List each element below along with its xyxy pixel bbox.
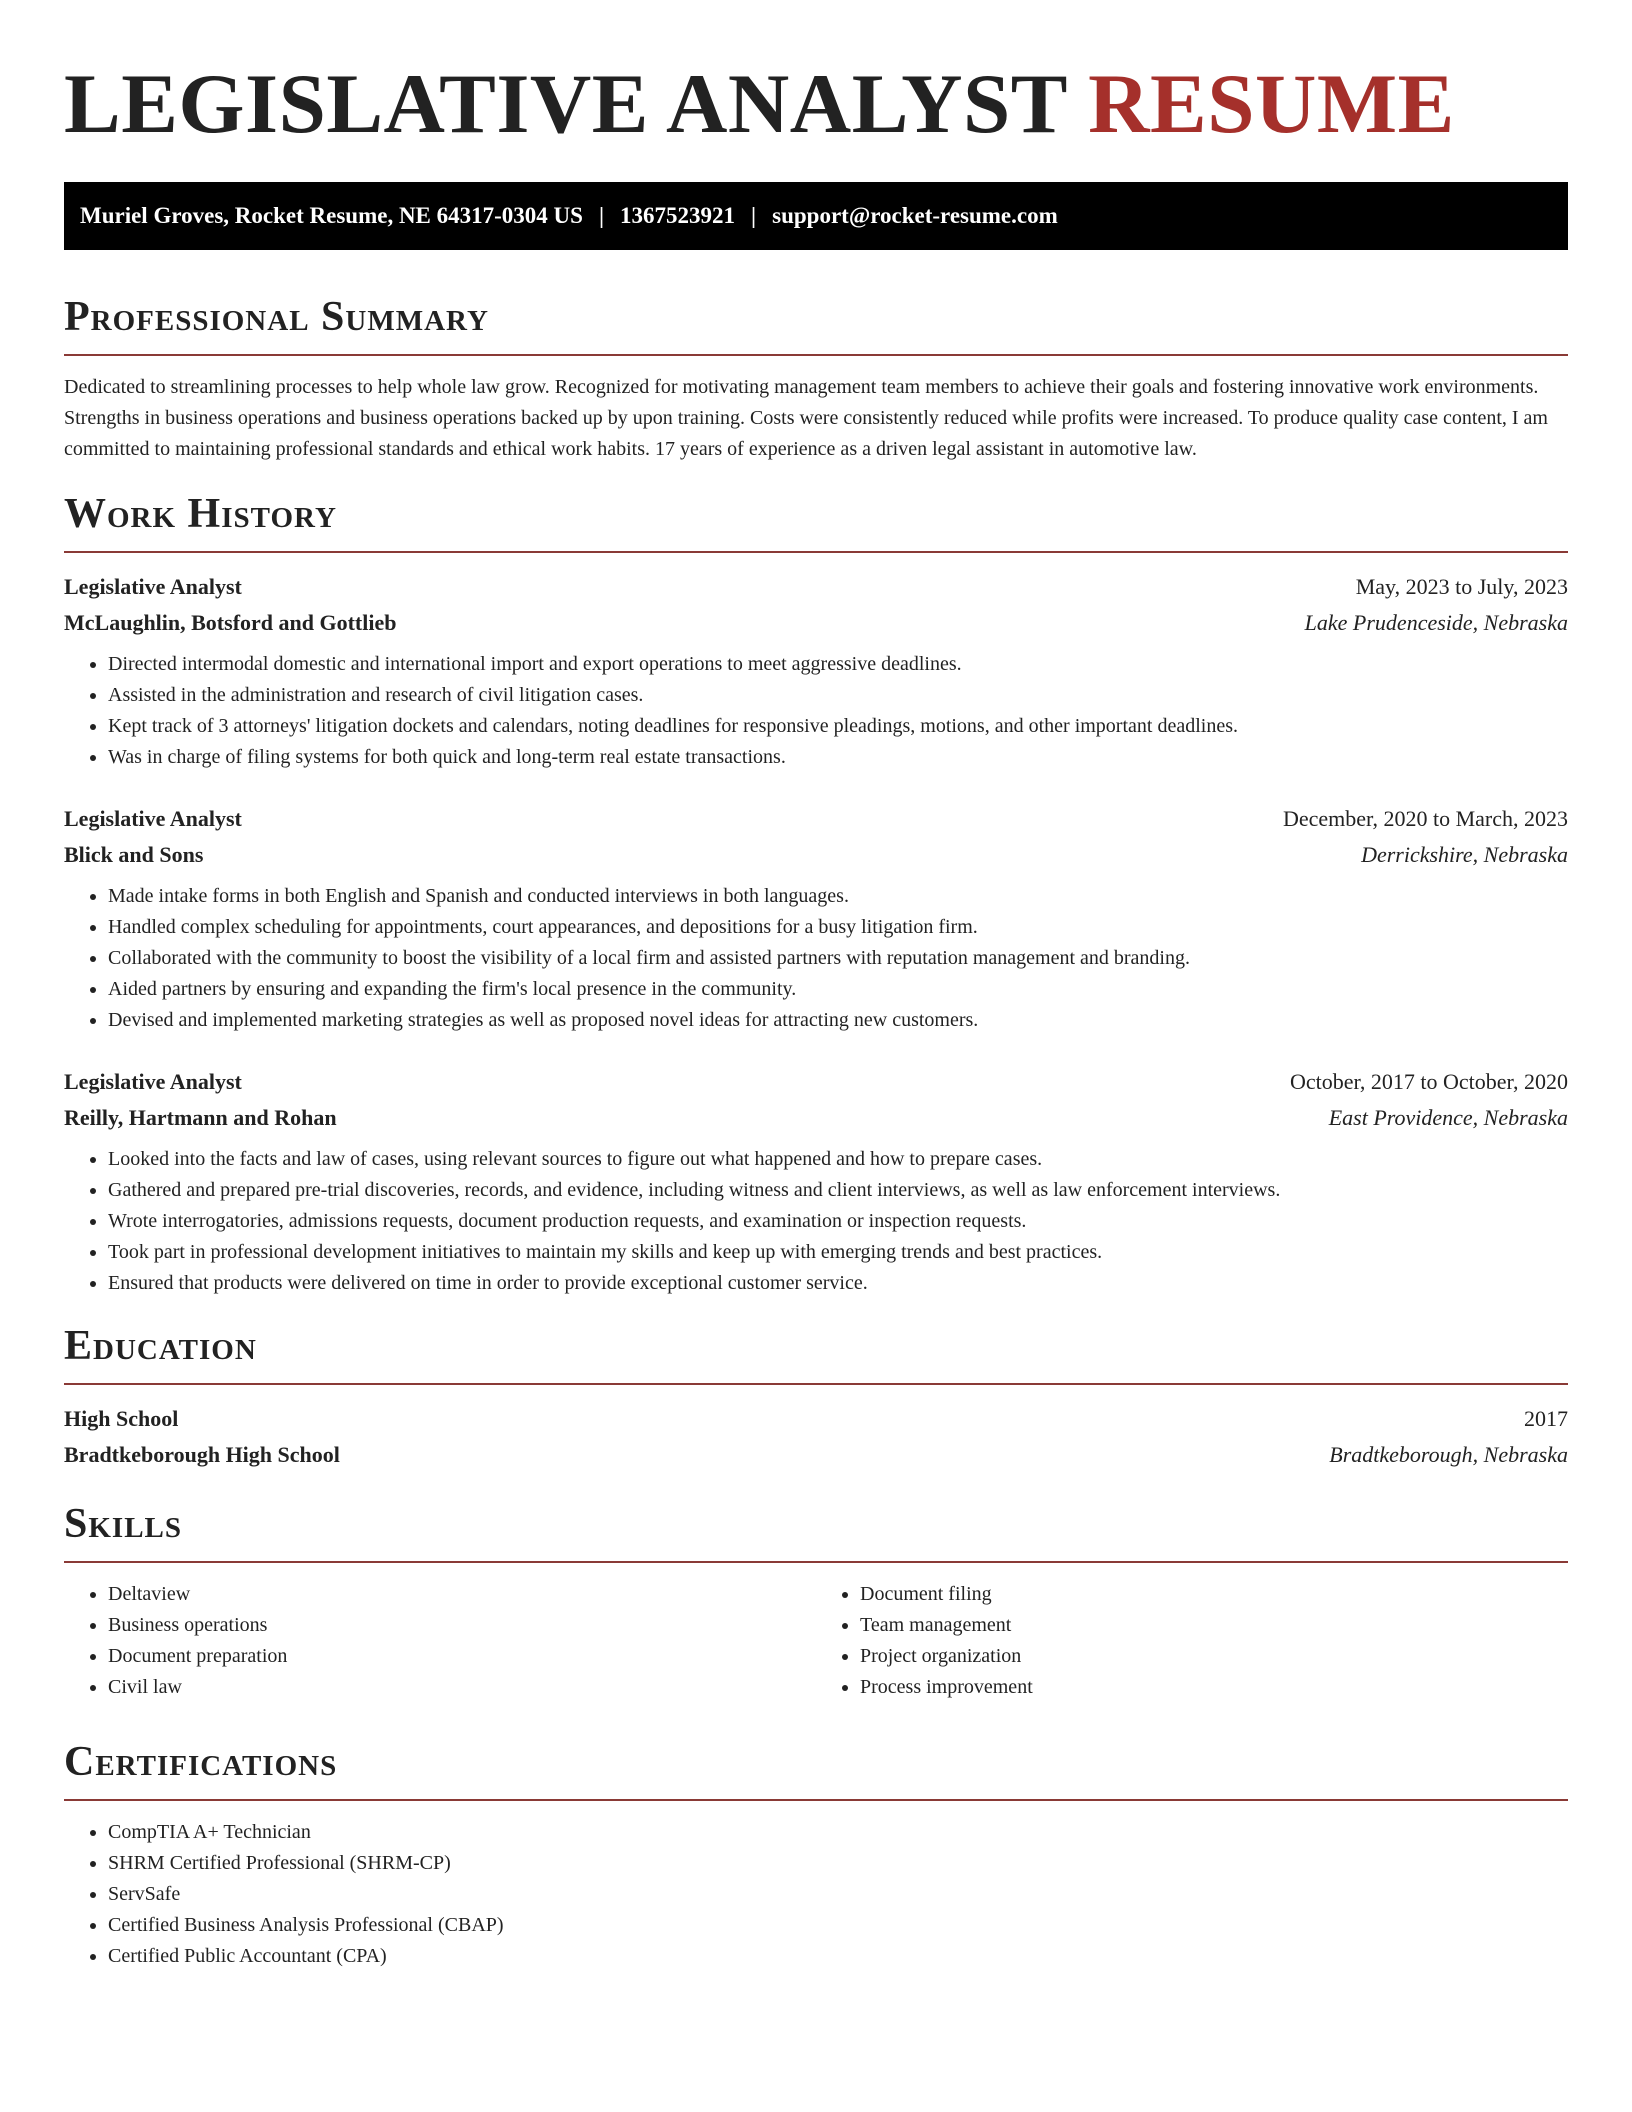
certification-item: • ServSafe bbox=[108, 1879, 1568, 1910]
list-item: • Ensured that products were delivered on time in order to provide exceptional customer service. bbox=[108, 1268, 1568, 1299]
certification-item: • CompTIA A+ Technician bbox=[108, 1817, 1568, 1848]
list-item: • Collaborated with the community to boost the visibility of a local firm and assisted partners with reputation management and branding. bbox=[108, 943, 1568, 974]
education-heading: Education bbox=[64, 1323, 257, 1369]
summary-text: Dedicated to streamlining processes to help whole law grow. Recognized for motivating management team members to achieve their goals and fostering innovative work environments. Strengths in business operations and business operations backed up by upon training. Costs were consistently reduced while profits were increased. To produce quality case content, I am committed to maintaining professional standards and ethical work habits. 17 years of experience as a driven legal assistant in automotive law. bbox=[64, 376, 1548, 460]
list-item: • Kept track of 3 attorneys' litigation dockets and calendars, noting deadlines for responsive pleadings, motions, and other important deadlines. bbox=[108, 711, 1568, 742]
contact-address: Muriel Groves, Rocket Resume, NE 64317-0304 US bbox=[80, 203, 583, 228]
job-location: Derrickshire, Nebraska bbox=[1361, 842, 1568, 867]
job-company: Blick and Sons bbox=[64, 842, 204, 867]
skills-list-left bbox=[64, 1579, 816, 1703]
skills-section bbox=[64, 1501, 1568, 1703]
skills-grid bbox=[64, 1579, 1568, 1703]
skills-heading: Skills bbox=[64, 1501, 183, 1547]
section-divider bbox=[64, 1561, 1568, 1563]
list-item: • Was in charge of filing systems for both quick and long-term real estate transactions. bbox=[108, 742, 1568, 773]
job-dates: October, 2017 to October, 2020 bbox=[1289, 1069, 1568, 1094]
job-dates: May, 2023 to July, 2023 bbox=[1355, 574, 1568, 599]
job-entry bbox=[64, 801, 1568, 1036]
certifications-list bbox=[64, 1817, 1568, 1972]
job-dates: December, 2020 to March, 2023 bbox=[1282, 806, 1568, 831]
job-title: Legislative Analyst bbox=[64, 806, 242, 831]
education-degree: High School bbox=[64, 1406, 179, 1431]
job-location: East Providence, Nebraska bbox=[1328, 1105, 1568, 1130]
list-item: • Looked into the facts and law of cases, using relevant sources to figure out what happened and how to prepare cases. bbox=[108, 1144, 1568, 1175]
skill-item: • Project organization bbox=[860, 1641, 1568, 1672]
job-entry bbox=[64, 1064, 1568, 1299]
certification-item: • Certified Business Analysis Professional (CBAP) bbox=[108, 1910, 1568, 1941]
job-title: Legislative Analyst bbox=[64, 574, 242, 599]
title-main: LEGISLATIVE ANALYST bbox=[64, 57, 1067, 151]
contact-separator: | bbox=[598, 203, 605, 228]
work-history-section bbox=[64, 491, 1568, 1299]
list-item: • Wrote interrogatories, admissions requests, document production requests, and examination or inspection requests. bbox=[108, 1206, 1568, 1237]
list-item: • Handled complex scheduling for appointments, court appearances, and depositions for a busy litigation firm. bbox=[108, 912, 1568, 943]
certification-item: • SHRM Certified Professional (SHRM-CP) bbox=[108, 1848, 1568, 1879]
contact-phone: 1367523921 bbox=[620, 203, 736, 228]
certification-item: • Certified Public Accountant (CPA) bbox=[108, 1941, 1568, 1972]
job-location: Lake Prudenceside, Nebraska bbox=[1304, 610, 1568, 635]
job-entry bbox=[64, 569, 1568, 773]
education-school: Bradtkeborough High School bbox=[64, 1442, 340, 1467]
resume-title bbox=[64, 58, 1568, 150]
section-divider bbox=[64, 551, 1568, 553]
section-divider bbox=[64, 1799, 1568, 1801]
skills-list-right bbox=[816, 1579, 1568, 1703]
job-title: Legislative Analyst bbox=[64, 1069, 242, 1094]
certifications-section bbox=[64, 1739, 1568, 1972]
skill-item: • Document filing bbox=[860, 1579, 1568, 1610]
work-history-heading: Work History bbox=[64, 491, 337, 537]
contact-bar bbox=[64, 182, 1568, 250]
list-item: • Made intake forms in both English and Spanish and conducted interviews in both languages. bbox=[108, 881, 1568, 912]
list-item: • Gathered and prepared pre-trial discoveries, records, and evidence, including witness and client interviews, as well as law enforcement interviews. bbox=[108, 1175, 1568, 1206]
list-item: • Took part in professional development initiatives to maintain my skills and keep up with emerging trends and best practices. bbox=[108, 1237, 1568, 1268]
summary-heading: Professional Summary bbox=[64, 294, 489, 340]
list-item: • Devised and implemented marketing strategies as well as proposed novel ideas for attracting new customers. bbox=[108, 1005, 1568, 1036]
job-company: Reilly, Hartmann and Rohan bbox=[64, 1105, 337, 1130]
title-accent: RESUME bbox=[1088, 57, 1455, 151]
summary-section bbox=[64, 294, 1568, 465]
certifications-heading: Certifications bbox=[64, 1739, 338, 1785]
skill-item: • Civil law bbox=[108, 1672, 816, 1703]
education-year: 2017 bbox=[1524, 1406, 1568, 1431]
contact-email: support@rocket-resume.com bbox=[772, 203, 1058, 228]
education-location: Bradtkeborough, Nebraska bbox=[1329, 1442, 1568, 1467]
education-section bbox=[64, 1323, 1568, 1473]
skill-item: • Document preparation bbox=[108, 1641, 816, 1672]
section-divider bbox=[64, 1383, 1568, 1385]
job-bullets bbox=[64, 1144, 1568, 1299]
list-item: • Directed intermodal domestic and international import and export operations to meet aggressive deadlines. bbox=[108, 649, 1568, 680]
job-bullets bbox=[64, 881, 1568, 1036]
job-bullets bbox=[64, 649, 1568, 773]
section-divider bbox=[64, 354, 1568, 356]
skill-item: • Process improvement bbox=[860, 1672, 1568, 1703]
skill-item: • Deltaview bbox=[108, 1579, 816, 1610]
job-company: McLaughlin, Botsford and Gottlieb bbox=[64, 610, 397, 635]
list-item: • Aided partners by ensuring and expanding the firm's local presence in the community. bbox=[108, 974, 1568, 1005]
contact-separator: | bbox=[751, 203, 757, 228]
list-item: • Assisted in the administration and research of civil litigation cases. bbox=[108, 680, 1568, 711]
skill-item: • Business operations bbox=[108, 1610, 816, 1641]
skill-item: • Team management bbox=[860, 1610, 1568, 1641]
